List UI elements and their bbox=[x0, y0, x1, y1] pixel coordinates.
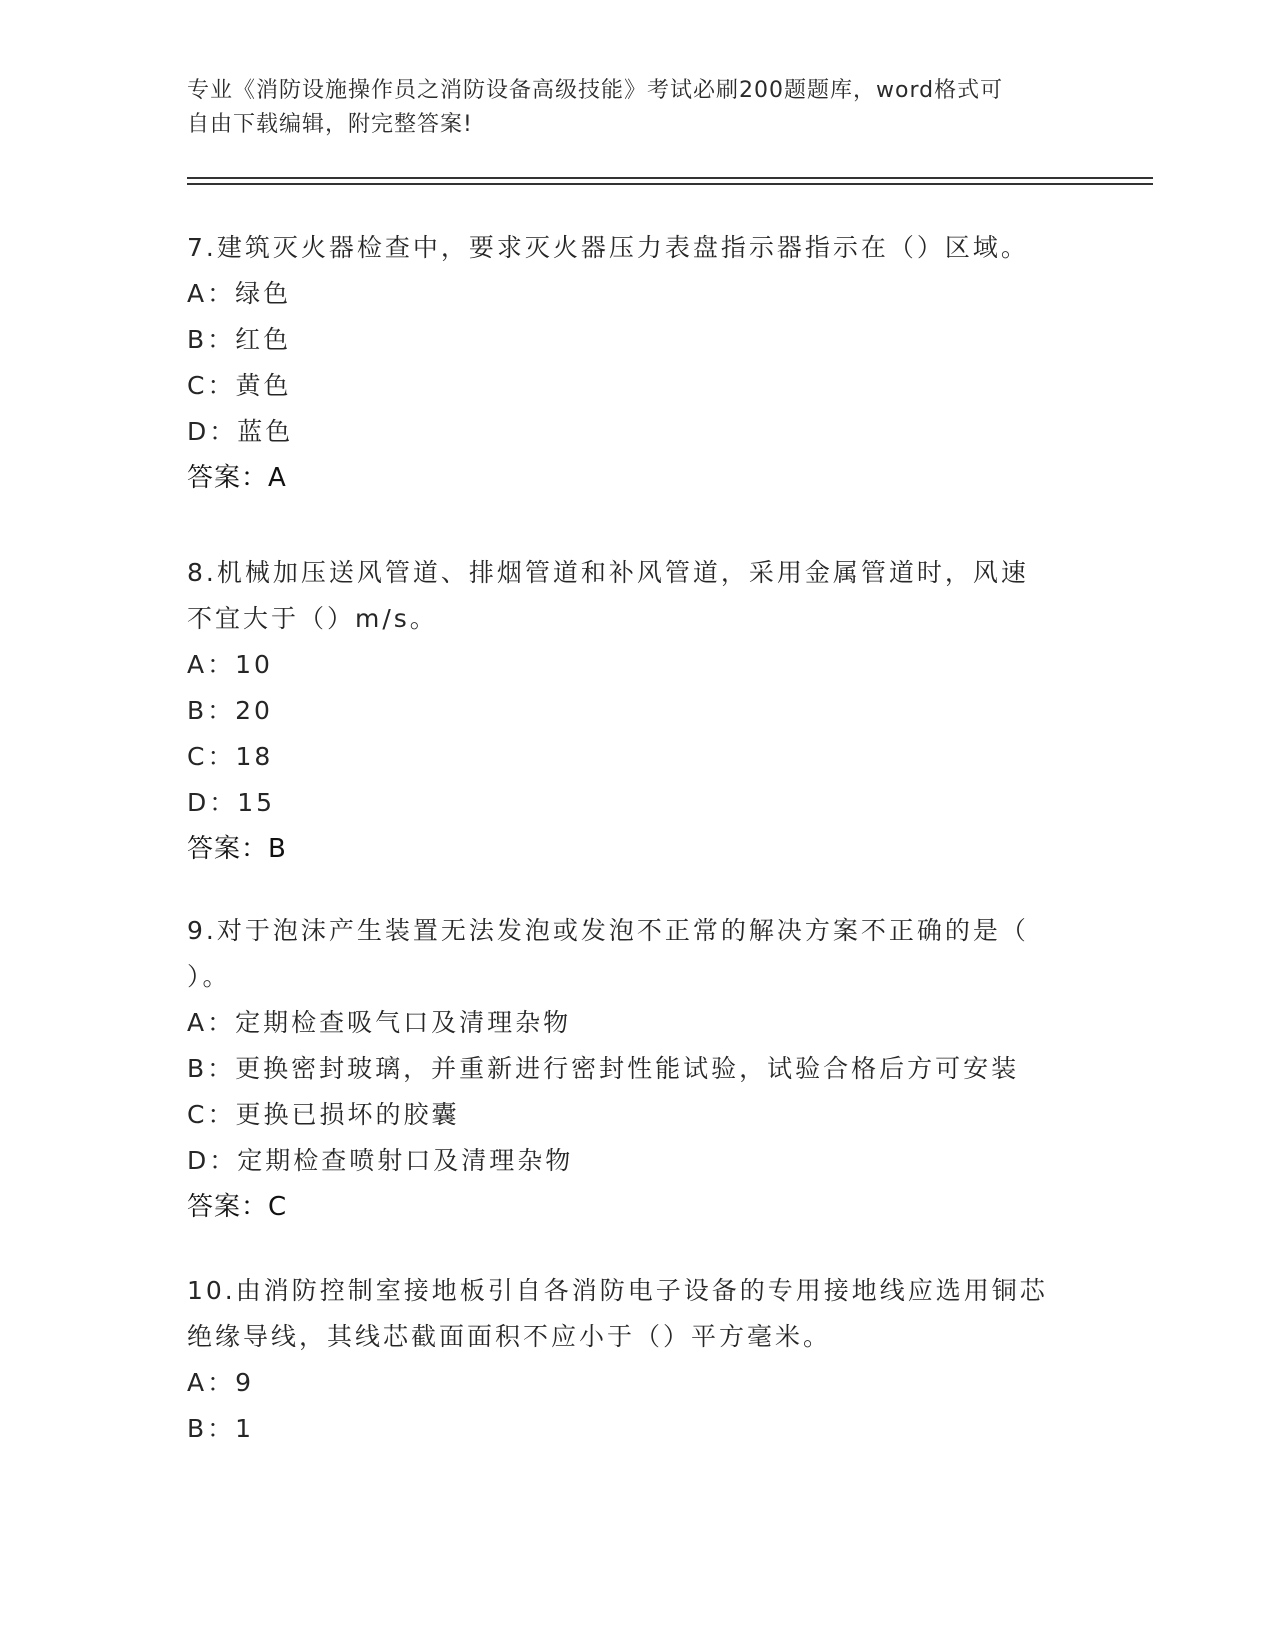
document-header bbox=[187, 74, 1067, 142]
question-text: 7.建筑灭火器检查中，要求灭火器压力表盘指示器指示在（）区域。 bbox=[187, 233, 1029, 262]
option-a: A：10 bbox=[187, 650, 273, 679]
option-a: A：绿色 bbox=[187, 279, 292, 308]
answer: 答案：A bbox=[187, 463, 287, 493]
question-text-cont: 绝缘导线，其线芯截面面积不应小于（）平方毫米。 bbox=[187, 1322, 832, 1351]
option-a: A：9 bbox=[187, 1368, 255, 1397]
question-10 bbox=[187, 1268, 1087, 1452]
header-line-1: 专业《消防设施操作员之消防设备高级技能》考试必刷200题题库，word格式可 bbox=[187, 78, 1004, 103]
answer: 答案：B bbox=[187, 834, 287, 864]
option-c: C：18 bbox=[187, 742, 274, 771]
option-c: C：黄色 bbox=[187, 371, 292, 400]
header-line-2: 自由下载编辑，附完整答案! bbox=[187, 112, 473, 137]
option-c: C：更换已损坏的胶囊 bbox=[187, 1100, 460, 1129]
option-d: D：蓝色 bbox=[187, 417, 294, 446]
option-b: B：红色 bbox=[187, 325, 292, 354]
question-8 bbox=[187, 550, 1087, 872]
question-7 bbox=[187, 225, 1087, 501]
question-text: 9.对于泡沫产生装置无法发泡或发泡不正常的解决方案不正确的是（ bbox=[187, 916, 1029, 945]
question-text: 10.由消防控制室接地板引自各消防电子设备的专用接地线应选用铜芯 bbox=[187, 1276, 1048, 1305]
answer: 答案：C bbox=[187, 1192, 288, 1222]
option-b: B：1 bbox=[187, 1414, 255, 1443]
option-d: D：定期检查喷射口及清理杂物 bbox=[187, 1146, 574, 1175]
header-divider-bottom bbox=[187, 183, 1153, 185]
option-a: A：定期检查吸气口及清理杂物 bbox=[187, 1008, 572, 1037]
option-b: B：20 bbox=[187, 696, 273, 725]
option-b: B：更换密封玻璃，并重新进行密封性能试验，试验合格后方可安装 bbox=[187, 1054, 1020, 1083]
question-9 bbox=[187, 908, 1087, 1230]
option-d: D：15 bbox=[187, 788, 276, 817]
question-text-cont: ）。 bbox=[187, 962, 231, 991]
question-text-cont: 不宜大于（）m/s。 bbox=[187, 604, 438, 633]
question-text: 8.机械加压送风管道、排烟管道和补风管道，采用金属管道时，风速 bbox=[187, 558, 1029, 587]
header-divider-top bbox=[187, 177, 1153, 179]
